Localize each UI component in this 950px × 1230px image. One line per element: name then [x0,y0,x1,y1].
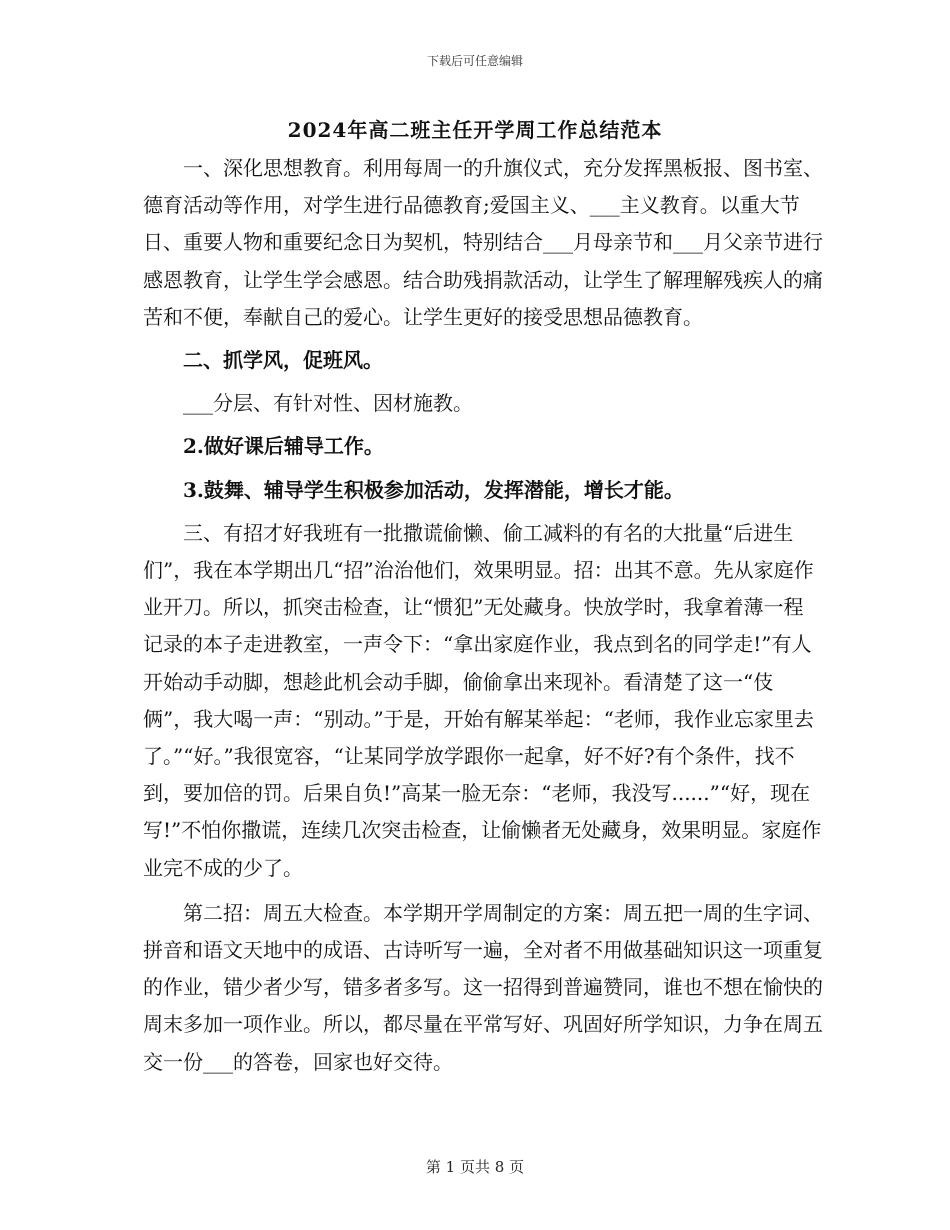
header-note: 下载后可任意编辑 [426,54,523,68]
paragraph-friday-check: 第二招：周五大检查。本学期开学周制定的方案：周五把一周的生字词、拼音和语文天地中的成语、古诗听写一遍，全对者不用做基础知识这一项重复的作业，错少者少写，错多者多写。这一招得到普遍赞同，谁也不想在愉快的周末多加一项作业。所以，都尽量在平常写好、巩固好所学知识，力争在周五交一份___的答卷，回家也好交待。 [143,900,823,1074]
page-number-footer: 第 1 页共 8 页 [425,1158,525,1176]
document-title: 2024年高二班主任开学周工作总结范本 [287,118,663,142]
paragraph-layered-teaching: ___分层、有针对性、因材施教。 [183,391,473,416]
heading-after-class-tutoring: 2.做好课后辅导工作。 [183,434,384,459]
heading-study-style: 二、抓学风，促班风。 [183,348,383,373]
document-body [143,150,823,1081]
heading-encourage-activities: 3.鼓舞、辅导学生积极参加活动，发挥潜能，增长才能。 [183,477,684,502]
paragraph-thought-education: 一、深化思想教育。利用每周一的升旗仪式，充分发挥黑板报、图书室、德育活动等作用，对学生进行品德教育;爱国主义、___主义教育。以重大节日、重要人物和重要纪念日为契机，特别结合___月母亲节和___月父亲节进行感恩教育，让学生学会感恩。结合助残捐款活动，让学生了解理解残疾人的痛苦和不便，奉献自己的爱心。让学生更好的接受思想品德教育。 [143,156,823,329]
paragraph-surprise-check: 三、有招才好我班有一批撒谎偷懒、偷工减料的有名的大批量“后进生们”，我在本学期出几“招”治治他们，效果明显。招：出其不意。先从家庭作业开刀。所以，抓突击检查，让“惯犯”无处藏身。快放学时，我拿着薄一程记录的本子走进教室，一声令下：“拿出家庭作业，我点到名的同学走!”有人开始动手动脚，想趁此机会动手脚，偷偷拿出来现补。看清楚了这一“伎俩”，我大喝一声：“别动。”于是，开始有解某举起：“老师，我作业忘家里去了。”“好。”我很宽容，“让某同学放学跟你一起拿，好不好?有个条件，找不到，要加倍的罚。后果自负!”高某一脸无奈：“老师，我没写......”“好，现在写!”不怕你撒谎，连续几次突击检查，让偷懒者无处藏身，效果明显。家庭作业完不成的少了。 [143,520,822,880]
